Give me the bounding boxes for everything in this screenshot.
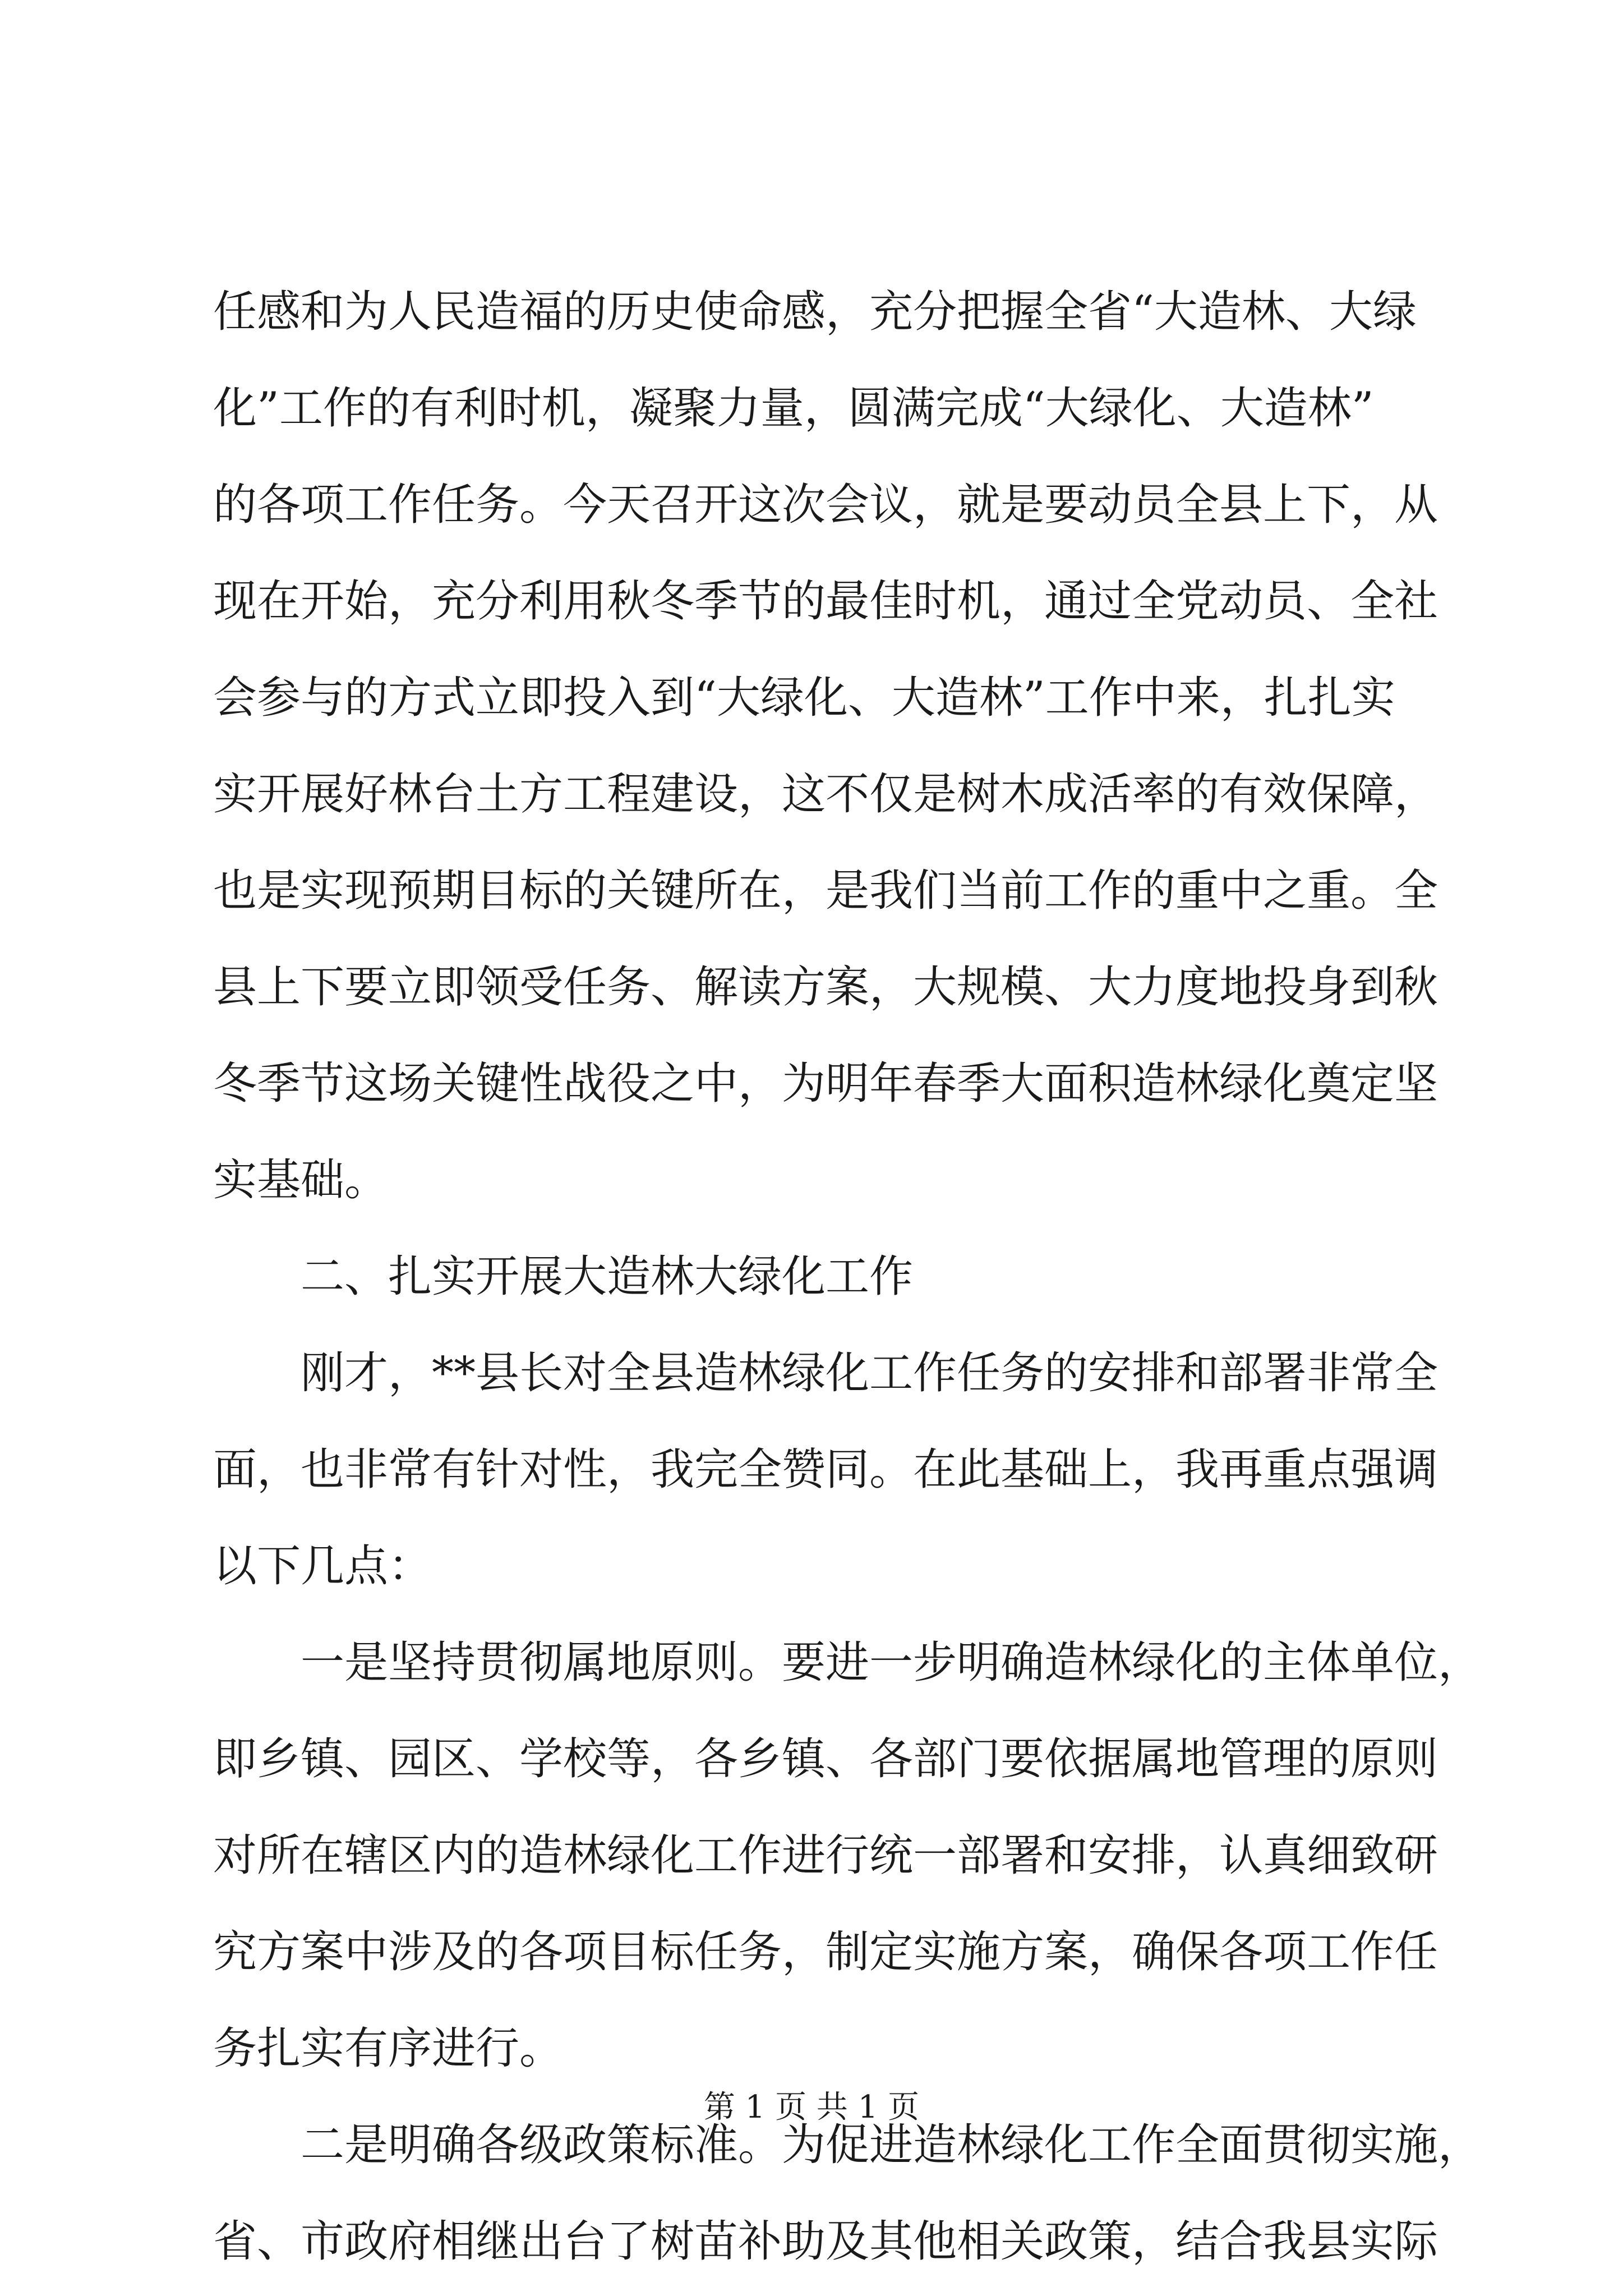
text-line: 二、扎实开展大造林大绿化工作 bbox=[301, 1251, 914, 1302]
text-line: 务扎实有序进行。 bbox=[213, 2023, 564, 2074]
text-line: 化”工作的有利时机，凝聚力量，圆满完成“大绿化、大造林” bbox=[213, 383, 1374, 434]
text-line: 也是实现预期目标的关键所在，是我们当前工作的重中之重。全 bbox=[213, 866, 1438, 916]
text-line: 实基础。 bbox=[213, 1155, 389, 1205]
text-line: 对所在辖区内的造林绿化工作进行统一部署和安排，认真细致研 bbox=[213, 1830, 1438, 1881]
text-line: 面，也非常有针对性，我完全赞同。在此基础上，我再重点强调 bbox=[213, 1444, 1438, 1495]
text-line: 会参与的方式立即投入到“大绿化、大造林”工作中来，扎扎实 bbox=[213, 673, 1395, 723]
text-line: 县上下要立即领受任务、解读方案，大规模、大力度地投身到秋 bbox=[213, 962, 1438, 1013]
page-footer: 第 1 页 共 1 页 bbox=[703, 2089, 920, 2125]
text-line: 一是坚持贯彻属地原则。要进一步明确造林绿化的主体单位， bbox=[301, 1637, 1482, 1688]
document-body bbox=[213, 264, 1482, 2290]
text-line: 以下几点： bbox=[213, 1541, 432, 1591]
text-line: 的各项工作任务。今天召开这次会议，就是要动员全县上下，从 bbox=[213, 480, 1438, 530]
text-line: 省、市政府相继出台了树苗补助及其他相关政策，结合我县实际 bbox=[213, 2216, 1438, 2267]
text-line: 究方案中涉及的各项目标任务，制定实施方案，确保各项工作任 bbox=[213, 1927, 1438, 1977]
text-line: 刚才，**县长对全县造林绿化工作任务的安排和部署非常全 bbox=[301, 1348, 1438, 1398]
text-line: 任感和为人民造福的历史使命感，充分把握全省“大造林、大绿 bbox=[213, 287, 1417, 337]
text-line: 实开展好林台土方工程建设，这不仅是树木成活率的有效保障， bbox=[213, 769, 1438, 820]
text-line: 现在开始，充分利用秋冬季节的最佳时机，通过全党动员、全社 bbox=[213, 576, 1438, 627]
text-line: 即乡镇、园区、学校等，各乡镇、各部门要依据属地管理的原则 bbox=[213, 1734, 1438, 1784]
text-line: 冬季节这场关键性战役之中，为明年春季大面积造林绿化奠定坚 bbox=[213, 1059, 1438, 1109]
text-line: 二是明确各级政策标准。为促进造林绿化工作全面贯彻实施， bbox=[301, 2120, 1482, 2170]
